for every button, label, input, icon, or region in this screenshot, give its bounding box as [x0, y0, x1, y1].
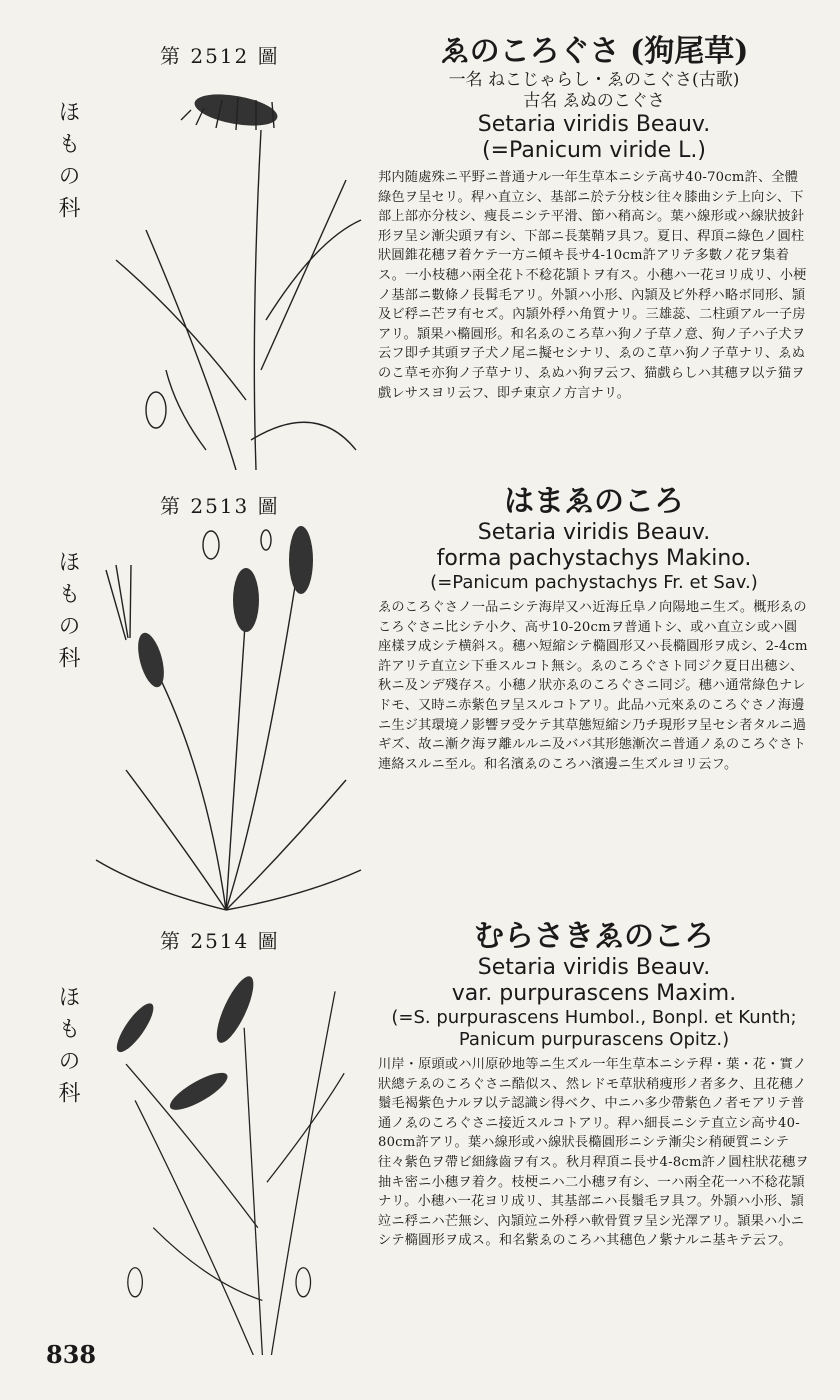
entry-text: [378, 34, 810, 403]
description: ゑのころぐさノ一品ニシテ海岸又ハ近海丘阜ノ向陽地ニ生ズ。概形ゑのころぐさニ比シテ小ク、高サ10-20cmヲ普通トシ、或ハ直立シ或ハ圓座樣ヲ成シテ横斜ス。穗ハ短縮シテ橢圓形又ハ長橢圓形ヲ成シ、2-4cm許アリテ直立シ下垂スルコト無シ。ゑのころぐさト同ジク夏日出穗シ、秋ニ及ンデ殘存ス。小穗ノ狀亦ゑのころぐさニ同ジ。穗ハ通常綠色ナレドモ、又時ニ赤紫色ヲ呈スルコトアリ。此品ハ元來ゑのころぐさノ海邊ニ生ジ其環境ノ影響ヲ受ケテ其草態短縮シ乃チ現形ヲ呈セシ者タルニ過ギズ、故ニ漸ク海ヲ離ルルニ及ババ其形態漸次ニ普通ノゑのころぐさト連絡スルニ至ル。和名濱ゑのころハ濱邊ニ生ズルヨリ云フ。: [378, 600, 808, 772]
variety-name: var. purpurascens Maxim.: [451, 981, 737, 1006]
synonym: (=Panicum pachystachys Fr. et Sav.): [430, 572, 758, 593]
scientific-name: Setaria viridis Beauv.: [477, 955, 711, 980]
plant-illustration-murasaki-enokoro: [86, 955, 366, 1355]
entry-text: [378, 919, 810, 1251]
entry-text: [378, 484, 810, 774]
synonym: (=S. purpurascens Humbol., Bonpl. et Kunth; Panicum purpurascens Opitz.): [391, 1007, 797, 1050]
title-japanese: ゑのころぐさ (狗尾草): [439, 34, 749, 69]
scientific-name: Setaria viridis Beauv.: [477, 112, 711, 137]
plant-illustration-setaria-viridis: [86, 70, 366, 470]
figure-number: 第 2514 圖: [160, 929, 280, 953]
plant-illustration-hama-enokoro: [86, 520, 366, 920]
forma-name: forma pachystachys Makino.: [436, 546, 752, 571]
entry-2512: [0, 30, 840, 470]
figure-number: 第 2513 圖: [160, 494, 280, 518]
entry-2513: [0, 480, 840, 900]
title-japanese: はまゑのころ: [504, 484, 684, 519]
alt-name: 一名 ねこじゃらし・ゑのこぐさ(古歌): [448, 70, 740, 90]
old-name: 古名 ゑぬのこぐさ: [523, 91, 665, 111]
scientific-name: Setaria viridis Beauv.: [477, 520, 711, 545]
description: 邦内随處殊ニ平野ニ普通ナル一年生草本ニシテ高サ40-70cm許、全體綠色ヲ呈セリ。稈ハ直立シ、基部ニ於テ分枝シ往々膝曲シテ上向シ、下部上部亦分枝シ、痩長ニシテ平滑、節ハ稍高シ。葉ハ線形或ハ線狀披針形ヲ呈シ漸尖頭ヲ有シ、下部ニ長葉鞘ヲ具フ。夏日、稈頂ニ綠色ノ圓柱狀圓錐花穗ヲ着ケテ一方ニ傾キ長サ4-10cm許アリテ多數ノ花ヲ集着ス。一小枝穗ハ兩全花ト不稔花頴トヲ有ス。小穗ハ一花ヨリ成リ、小梗ノ基部ニ數條ノ長髯毛アリ。外頴ハ小形、內頴及ビ外稃ハ略ボ同形、頴及ビ稃ニ芒ヲ有セズ。內頴外稃ハ角質ナリ。三雄蕊、二柱頭アル一子房アリ。頴果ハ橢圓形。和名ゑのころ草ハ狗ノ子草ノ意、狗ノ子ハ子犬ヲ云フ即チ其頭ヲ子犬ノ尾ニ擬セシナリ、ゑのこ草ハ狗ノ子草ナリ、ゑぬのこ草モ亦狗ノ子草ナリ、ゑぬハ狗ヲ云フ、猫戲らしハ其穗ヲ以テ猫ヲ戲レサスヨリ云フ、即チ東京ノ方言ナリ。: [378, 170, 807, 401]
family-label: ほもの科: [55, 985, 80, 1113]
synonym: (=Panicum viride L.): [482, 138, 706, 163]
entry-2514: [0, 915, 840, 1365]
family-label: ほもの科: [55, 550, 80, 678]
page-number: 838: [46, 1340, 97, 1369]
description: 川岸・原頭或ハ川原砂地等ニ生ズル一年生草本ニシテ稈・葉・花・實ノ狀總テゑのころぐさニ酷似ス、然レドモ草狀稍痩形ノ者多ク、且花穗ノ鬚毛褐紫色ナルヲ以テ認識シ得ベク、中ニハ多少帶紫色ノ者モアリテ普通ノゑのころぐさニ接近スルコトアリ。稈ハ細長ニシテ直立シ高サ40-80cm許アリ。葉ハ線形或ハ線狀長橢圓形ニシテ漸尖シ稍硬質ニシテ往々紫色ヲ帶ビ細緣齒ヲ有ス。秋月稈頂ニ長サ4-8cm許ノ圓柱狀花穗ヲ抽キ密ニ小穗ヲ着ク。枝梗ニハ二小穗ヲ有シ、一ハ兩全花一ハ不稔花頴ナリ。小穗ハ一花ヨリ成リ、其基部ニハ長鬚毛ヲ具フ。外頴ハ小形、頴竝ニ稃ニハ芒無シ、內頴竝ニ外稃ハ軟骨質ヲ呈シ光澤アリ。頴果ハ小ニシテ橢圓形ヲ成ス。和名紫ゑのころハ其穗色ノ紫ナルニ基キテ云フ。: [378, 1057, 809, 1249]
family-label: ほもの科: [55, 100, 80, 228]
figure-number: 第 2512 圖: [160, 44, 280, 68]
title-japanese: むらさきゑのころ: [474, 919, 714, 954]
